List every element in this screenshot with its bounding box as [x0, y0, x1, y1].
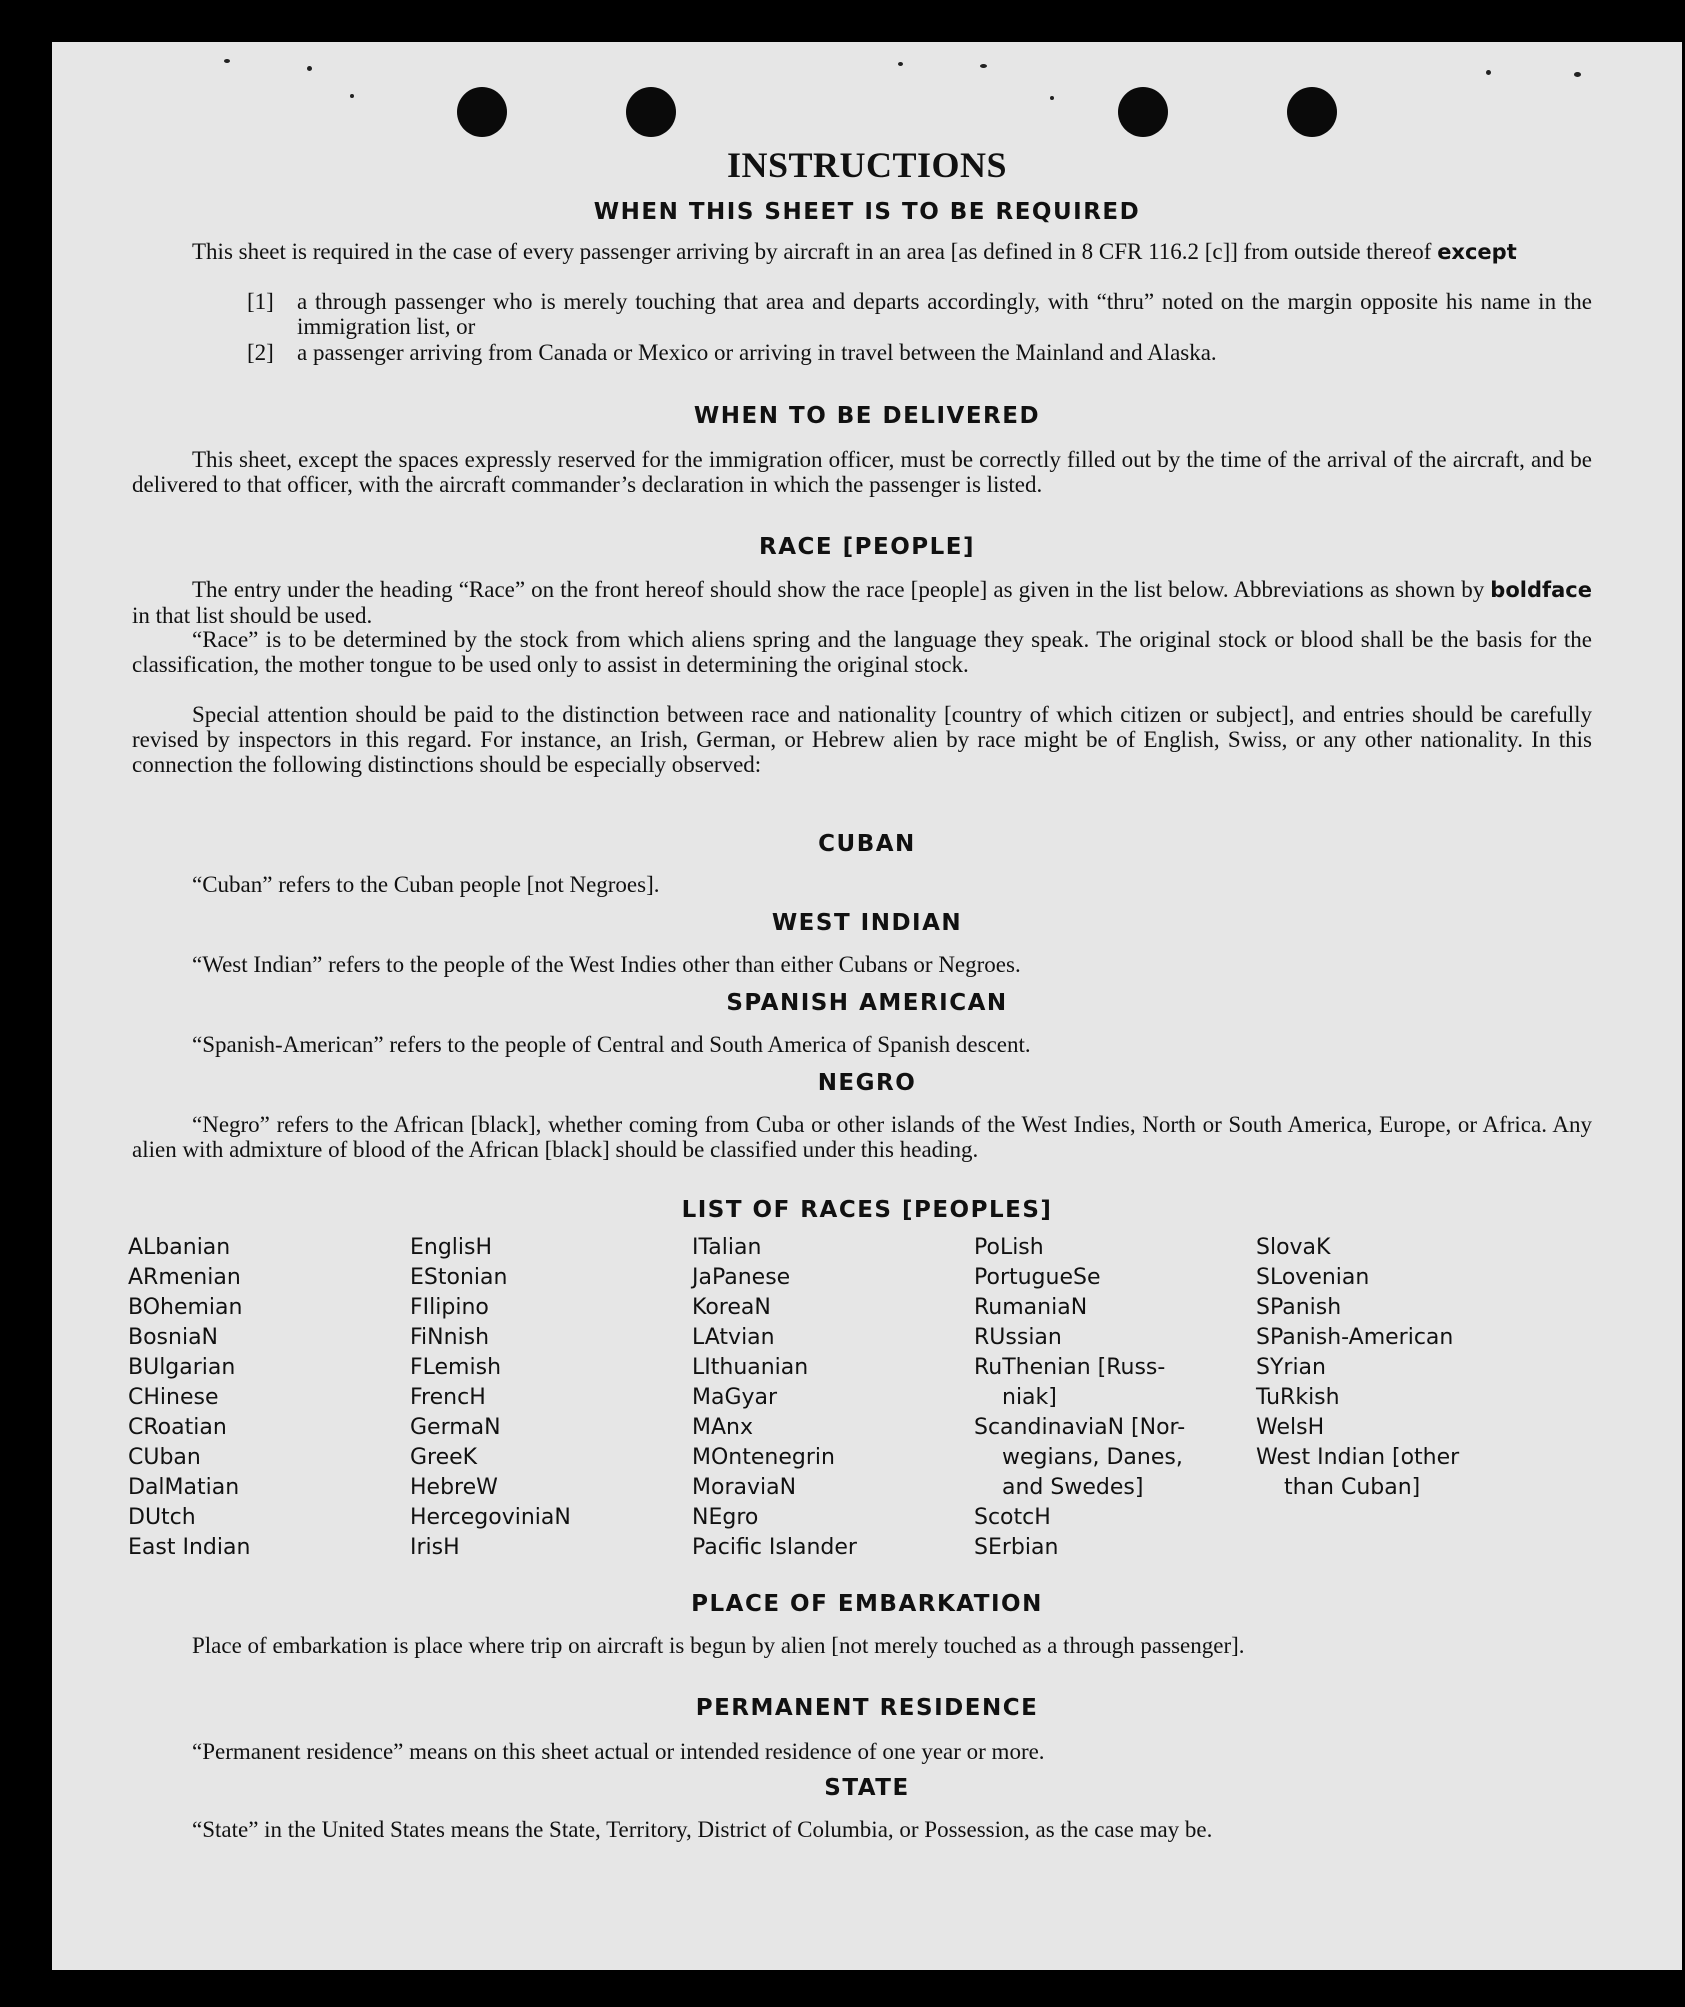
race-item: CUban: [128, 1445, 201, 1470]
race-item: IrisH: [410, 1535, 460, 1560]
race-item: RumaniaN: [974, 1295, 1088, 1320]
heading-cuban: CUBAN: [818, 831, 916, 857]
except-bold: except: [1437, 240, 1517, 264]
required-intro: [132, 239, 1592, 265]
race-item: MoraviaN: [692, 1475, 797, 1500]
race-p1-text: The entry under the heading “Race” on the front hereof should show the race [people] as given in the list below. Abbreviations as shown by: [192, 577, 1491, 602]
race-paragraph-3: Special attention should be paid to the distinction between race and nationality [country of which citizen or subject], and entries should be carefully revised by inspectors in this regard. For instance, an Irish, German, or Hebrew alien by race might be of English, Swiss, or any other nationality. In this connection the following distinctions should be especially observed:: [132, 702, 1592, 777]
speck: [898, 62, 903, 66]
race-item: Pacific Islander: [692, 1535, 857, 1560]
race-item: CHinese: [128, 1385, 219, 1410]
race-item: BUlgarian: [128, 1355, 236, 1380]
heading-permanent-residence: PERMANENT RESIDENCE: [695, 1695, 1039, 1721]
race-item: DUtch: [128, 1505, 196, 1530]
punch-hole: [1118, 87, 1168, 137]
negro-text: “Negro” refers to the African [black], whether coming from Cuba or other islands of the West Indies, North or South America, Europe, or Africa. Any alien with admixture of blood of the African [black] should be classified under this heading.: [132, 1112, 1592, 1162]
race-item: BOhemian: [128, 1295, 243, 1320]
races-column: [410, 1233, 685, 1563]
race-item: wegians, Danes,: [1002, 1445, 1183, 1470]
heading-negro: NEGRO: [817, 1070, 917, 1096]
race-item: ARmenian: [128, 1265, 241, 1290]
race-item: HebreW: [410, 1475, 498, 1500]
race-item: MaGyar: [692, 1385, 778, 1410]
cuban-text: “Cuban” refers to the Cuban people [not Negroes].: [192, 872, 660, 897]
race-item: TuRkish: [1256, 1385, 1340, 1410]
races-column: [974, 1233, 1249, 1563]
list-item: [247, 340, 1592, 365]
punch-hole: [1287, 87, 1337, 137]
heading-state: STATE: [824, 1775, 910, 1801]
speck: [307, 66, 312, 71]
heading-delivered: WHEN TO BE DELIVERED: [693, 403, 1041, 429]
race-paragraph-2: “Race” is to be determined by the stock from which aliens spring and the language they speak. The original stock or blood shall be the basis for the classification, the mother tongue to be used only to assist in determining the original stock.: [132, 627, 1592, 677]
race-item: ScandinaviaN [Nor-: [974, 1415, 1186, 1440]
item-text: a through passenger who is merely touching that area and departs accordingly, with “thru” noted on the margin opposite his name in the immigration list, or: [297, 289, 1592, 339]
race-item: niak]: [1002, 1385, 1057, 1410]
race-item: LAtvian: [692, 1325, 775, 1350]
race-item: ScotcH: [974, 1505, 1051, 1530]
west-indian-text: “West Indian” refers to the people of the West Indies other than either Cubans or Negroes.: [192, 952, 1021, 977]
race-item: MAnx: [692, 1415, 753, 1440]
residence-text: “Permanent residence” means on this sheet actual or intended residence of one year or more.: [192, 1739, 1045, 1764]
item-number: [1]: [247, 289, 274, 314]
heading-embarkation: PLACE OF EMBARKATION: [691, 1591, 1043, 1617]
heading-race: RACE [PEOPLE]: [759, 534, 975, 560]
item-text: a passenger arriving from Canada or Mexico or arriving in travel between the Mainland and Alaska.: [297, 340, 1217, 365]
race-item: ALbanian: [128, 1235, 231, 1260]
race-item: EStonian: [410, 1265, 508, 1290]
race-item: FiNnish: [410, 1325, 490, 1350]
speck: [224, 59, 230, 63]
race-item: PoLish: [974, 1235, 1044, 1260]
race-item: EnglisH: [410, 1235, 493, 1260]
race-item: GreeK: [410, 1445, 478, 1470]
race-item: FLemish: [410, 1355, 502, 1380]
speck: [1574, 72, 1581, 77]
race-item: LIthuanian: [692, 1355, 809, 1380]
race-item: West Indian [other: [1256, 1445, 1460, 1470]
race-item: NEgro: [692, 1505, 759, 1530]
race-item: SPanish-American: [1256, 1325, 1454, 1350]
heading-west-indian: WEST INDIAN: [771, 910, 963, 936]
race-item: MOntenegrin: [692, 1445, 835, 1470]
embarkation-text: Place of embarkation is place where trip on aircraft is begun by alien [not merely touched as a through passenger].: [192, 1633, 1245, 1658]
race-item: than Cuban]: [1284, 1475, 1421, 1500]
punch-hole: [457, 87, 507, 137]
speck: [1486, 70, 1491, 75]
races-column: [128, 1233, 403, 1563]
item-number: [2]: [247, 340, 274, 365]
race-p1-end: in that list should be used.: [132, 603, 373, 628]
boldface-word: boldface: [1490, 578, 1592, 602]
delivered-text: This sheet, except the spaces expressly reserved for the immigration officer, must be correctly filled out by the time of the arrival of the aircraft, and be delivered to that officer, with the aircraft commander’s declaration in which the passenger is listed.: [132, 447, 1592, 497]
punch-hole: [626, 87, 676, 137]
race-item: KoreaN: [692, 1295, 771, 1320]
race-item: CRoatian: [128, 1415, 227, 1440]
race-item: ITalian: [692, 1235, 762, 1260]
speck: [980, 64, 987, 68]
race-item: FIlipino: [410, 1295, 489, 1320]
race-item: DalMatian: [128, 1475, 240, 1500]
race-paragraph-1: [132, 577, 1592, 628]
state-text: “State” in the United States means the State, Territory, District of Columbia, or Possession, as the case may be.: [192, 1817, 1213, 1842]
race-item: RuThenian [Russ-: [974, 1355, 1166, 1380]
required-intro-text: This sheet is required in the case of every passenger arriving by aircraft in an area [as defined in 8 CFR 116.2 [c]] from outside thereof: [192, 239, 1438, 264]
races-column: [1256, 1233, 1531, 1503]
race-item: BosniaN: [128, 1325, 219, 1350]
race-item: SPanish: [1256, 1295, 1342, 1320]
list-item: [247, 289, 1592, 339]
race-item: HercegoviniaN: [410, 1505, 571, 1530]
page-title: INSTRUCTIONS: [726, 145, 1008, 185]
spanish-american-text: “Spanish-American” refers to the people of Central and South America of Spanish descent.: [192, 1032, 1031, 1057]
race-item: PortugueSe: [974, 1265, 1101, 1290]
race-item: East Indian: [128, 1535, 251, 1560]
race-item: SYrian: [1256, 1355, 1326, 1380]
heading-list-of-races: LIST OF RACES [PEOPLES]: [681, 1197, 1053, 1223]
race-item: WelsH: [1256, 1415, 1325, 1440]
race-item: SLovenian: [1256, 1265, 1370, 1290]
races-list: [128, 1233, 1628, 1573]
speck: [350, 94, 354, 98]
races-column: [692, 1233, 967, 1563]
race-item: JaPanese: [692, 1265, 791, 1290]
race-item: SlovaK: [1256, 1235, 1331, 1260]
instruction-sheet: [52, 42, 1682, 1970]
race-item: FrencH: [410, 1385, 486, 1410]
heading-required: WHEN THIS SHEET IS TO BE REQUIRED: [593, 199, 1141, 225]
race-item: RUssian: [974, 1325, 1062, 1350]
race-item: SErbian: [974, 1535, 1059, 1560]
race-item: GermaN: [410, 1415, 501, 1440]
heading-spanish-american: SPANISH AMERICAN: [726, 990, 1008, 1016]
speck: [1050, 96, 1054, 100]
race-item: and Swedes]: [1002, 1475, 1144, 1500]
